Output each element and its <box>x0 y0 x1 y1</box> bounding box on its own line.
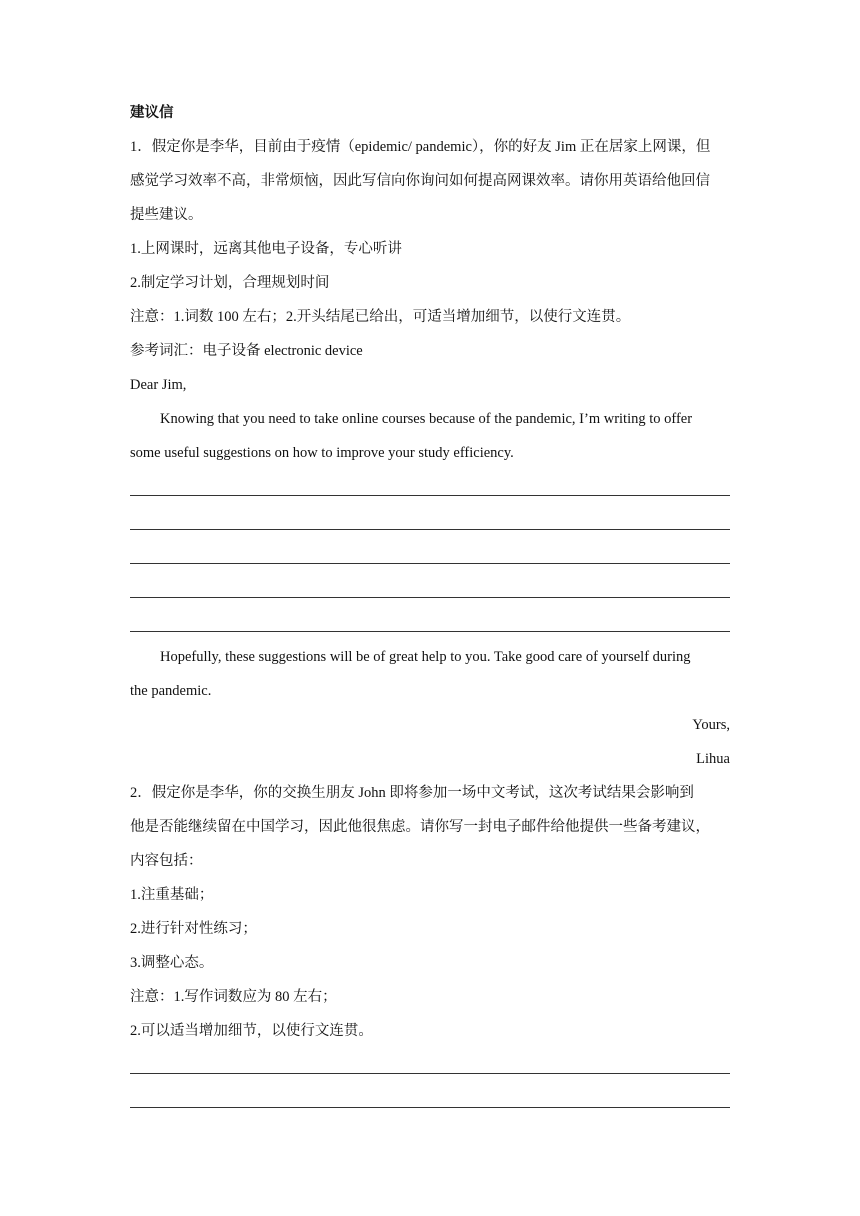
q1-writing-line-2[interactable] <box>130 504 730 538</box>
q1-greeting: Dear Jim, <box>130 377 187 393</box>
q1-point-1: 1.上网课时，远离其他电子设备，专心听讲 <box>130 241 402 257</box>
q1-vocab: 参考词汇：电子设备 electronic device <box>130 343 363 359</box>
q2-point-3: 3.调整心态。 <box>130 955 214 971</box>
q1-prompt-line-3: 提些建议。 <box>130 207 203 223</box>
section-title: 建议信 <box>130 105 174 121</box>
q1-signature: Lihua <box>696 751 730 767</box>
q1-closing-line-2: the pandemic. <box>130 683 212 699</box>
q1-writing-line-4[interactable] <box>130 572 730 606</box>
q2-point-2: 2.进行针对性练习； <box>130 921 257 937</box>
q1-closing-line-1: Hopefully, these suggestions will be of great help to you. Take good care of yourself during <box>160 649 691 665</box>
document-page <box>130 96 730 1116</box>
q2-point-1: 1.注重基础； <box>130 887 214 903</box>
q1-signoff: Yours, <box>692 717 730 733</box>
q2-note-2: 2.可以适当增加细节，以使行文连贯。 <box>130 1023 373 1039</box>
q2-prompt-line-2: 他是否能继续留在中国学习，因此他很焦虑。请你写一封电子邮件给他提供一些备考建议， <box>130 819 710 835</box>
q1-writing-line-1[interactable] <box>130 470 730 504</box>
q1-note: 注意：1.词数 100 左右；2.开头结尾已给出，可适当增加细节，以使行文连贯。 <box>130 309 631 325</box>
q1-prompt-line-1: 1．假定你是李华，目前由于疫情（epidemic/ pandemic），你的好友 Jim 正在居家上网课，但 <box>130 139 711 155</box>
q2-prompt-line-1: 2．假定你是李华，你的交换生朋友 John 即将参加一场中文考试，这次考试结果会影响到 <box>130 785 694 801</box>
q2-writing-line-1[interactable] <box>130 1048 730 1082</box>
q2-note-1: 注意：1.写作词数应为 80 左右； <box>130 989 337 1005</box>
q2-writing-line-2[interactable] <box>130 1082 730 1116</box>
q2-prompt-line-3: 内容包括： <box>130 853 203 869</box>
q1-prompt-line-2: 感觉学习效率不高，非常烦恼，因此写信向你询问如何提高网课效率。请你用英语给他回信 <box>130 173 710 189</box>
q1-opening-line-1: Knowing that you need to take online courses because of the pandemic, I’m writing to offer <box>160 411 693 427</box>
q1-point-2: 2.制定学习计划，合理规划时间 <box>130 275 330 291</box>
q1-writing-line-3[interactable] <box>130 538 730 572</box>
q1-opening-line-2: some useful suggestions on how to improve your study efficiency. <box>130 445 514 461</box>
q1-writing-line-5[interactable] <box>130 606 730 640</box>
